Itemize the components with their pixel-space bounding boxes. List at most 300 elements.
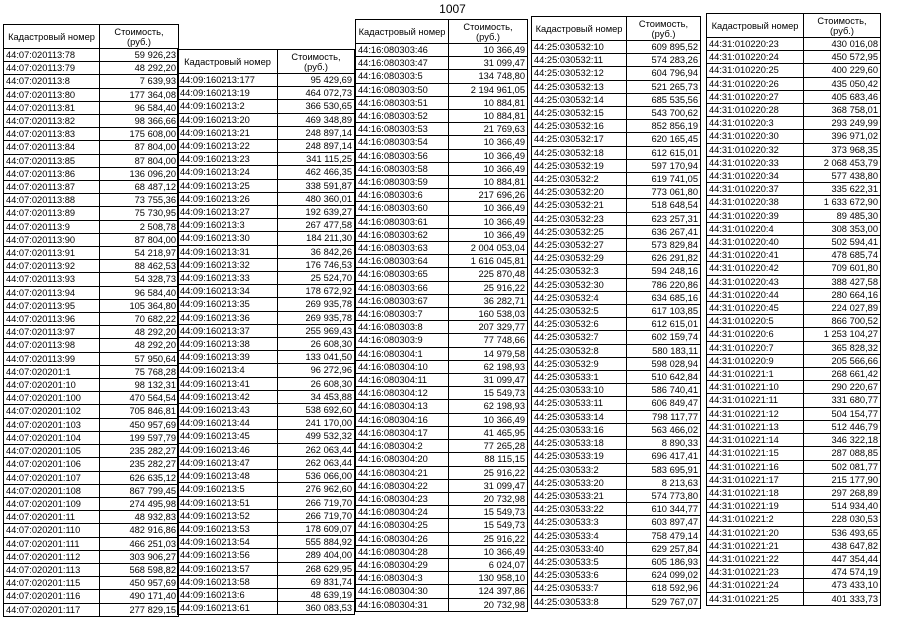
cost-cell: 604 796,94 xyxy=(627,67,701,80)
cost-cell: 331 680,77 xyxy=(804,394,881,407)
table-row xyxy=(532,67,701,80)
cadastral-number-cell: 44:16:080304:12 xyxy=(356,387,449,400)
table-row xyxy=(356,70,528,83)
table-row xyxy=(178,272,355,285)
table-row xyxy=(4,563,179,576)
table-row xyxy=(356,360,528,373)
table-row xyxy=(532,503,701,516)
cost-cell: 217 696,26 xyxy=(449,189,528,202)
table-row xyxy=(532,146,701,159)
table-row xyxy=(4,273,179,286)
cost-cell: 15 549,73 xyxy=(449,519,528,532)
cadastral-number-cell: 44:09:160213:21 xyxy=(178,126,278,139)
cost-cell: 1 633 672,90 xyxy=(804,196,881,209)
cadastral-number-cell: 44:25:030533:6 xyxy=(532,569,627,582)
cadastral-number-cell: 44:09:160213:30 xyxy=(178,232,278,245)
table-row xyxy=(356,281,528,294)
table-row xyxy=(356,96,528,109)
cadastral-number-cell: 44:16:080304:26 xyxy=(356,532,449,545)
cadastral-number-cell: 44:16:080304:29 xyxy=(356,558,449,571)
cadastral-number-cell: 44:09:160213:56 xyxy=(178,549,278,562)
cadastral-number-cell: 44:07:020201:10 xyxy=(4,379,100,392)
table-row xyxy=(707,447,881,460)
table-row xyxy=(356,374,528,387)
cadastral-number-cell: 44:31:010220:25 xyxy=(707,64,804,77)
cadastral-number-cell: 44:25:030533:40 xyxy=(532,542,627,555)
cost-cell: 624 099,02 xyxy=(627,569,701,582)
table-row xyxy=(356,453,528,466)
cadastral-number-cell: 44:07:020113:79 xyxy=(4,62,100,75)
cost-cell: 96 584,40 xyxy=(100,286,179,299)
table-row xyxy=(356,558,528,571)
table-row xyxy=(178,298,355,311)
table-row xyxy=(4,537,179,550)
cost-cell: 573 829,84 xyxy=(627,239,701,252)
cost-cell: 2 068 453,79 xyxy=(804,156,881,169)
cadastral-number-cell: 44:25:030532:13 xyxy=(532,80,627,93)
table-row xyxy=(707,302,881,315)
table-row xyxy=(356,228,528,241)
cadastral-number-cell: 44:25:030533:22 xyxy=(532,503,627,516)
table-row xyxy=(707,460,881,473)
cost-cell: 235 282,27 xyxy=(100,445,179,458)
cadastral-number-cell: 44:31:010221:18 xyxy=(707,486,804,499)
cadastral-number-cell: 44:25:030533:20 xyxy=(532,476,627,489)
table-row xyxy=(178,140,355,153)
cadastral-number-cell: 44:16:080304:30 xyxy=(356,585,449,598)
table-row xyxy=(707,51,881,64)
header-cadastral-number: Кадастровый номер xyxy=(532,17,627,41)
table-row xyxy=(4,603,179,616)
cadastral-number-cell: 44:25:030532:21 xyxy=(532,199,627,212)
table-row xyxy=(707,341,881,354)
cadastral-number-cell: 44:31:010221:17 xyxy=(707,473,804,486)
cost-cell: 57 950,64 xyxy=(100,352,179,365)
cost-cell: 435 050,42 xyxy=(804,77,881,90)
table-row xyxy=(707,552,881,565)
cost-cell: 10 366,49 xyxy=(449,202,528,215)
cadastral-number-cell: 44:16:080304:17 xyxy=(356,426,449,439)
table-row xyxy=(4,154,179,167)
cadastral-number-cell: 44:25:030533:8 xyxy=(532,595,627,608)
cost-cell: 10 884,81 xyxy=(449,96,528,109)
cadastral-number-cell: 44:16:080303:5 xyxy=(356,70,449,83)
table-row xyxy=(356,334,528,347)
table-row xyxy=(356,162,528,175)
cadastral-number-cell: 44:31:010220:24 xyxy=(707,51,804,64)
cadastral-number-cell: 44:09:160213:24 xyxy=(178,166,278,179)
table-row xyxy=(4,141,179,154)
cadastral-number-cell: 44:25:030532:29 xyxy=(532,252,627,265)
cost-cell: 87 804,00 xyxy=(100,154,179,167)
table-row xyxy=(356,400,528,413)
table-row xyxy=(532,159,701,172)
cadastral-number-cell: 44:31:010220:32 xyxy=(707,143,804,156)
table-row xyxy=(707,64,881,77)
cost-cell: 70 682,22 xyxy=(100,313,179,326)
cadastral-number-cell: 44:31:010220:28 xyxy=(707,104,804,117)
table-row xyxy=(532,397,701,410)
cadastral-number-cell: 44:07:020113:91 xyxy=(4,247,100,260)
table-row xyxy=(356,492,528,505)
cost-cell: 207 329,77 xyxy=(449,321,528,334)
table-row xyxy=(532,120,701,133)
cost-cell: 338 591,87 xyxy=(278,179,355,192)
cadastral-number-cell: 44:07:020201:106 xyxy=(4,458,100,471)
table-row xyxy=(4,511,179,524)
table-row xyxy=(356,440,528,453)
cadastral-number-cell: 44:09:160213:23 xyxy=(178,153,278,166)
table-row xyxy=(707,90,881,103)
cadastral-number-cell: 44:09:160213:45 xyxy=(178,430,278,443)
table-row xyxy=(356,136,528,149)
cadastral-number-cell: 44:31:010221:14 xyxy=(707,434,804,447)
table-row xyxy=(4,339,179,352)
table-row xyxy=(707,407,881,420)
table-row xyxy=(532,437,701,450)
cadastral-number-cell: 44:25:030533:3 xyxy=(532,516,627,529)
cost-cell: 178 672,92 xyxy=(278,285,355,298)
cadastral-table-2 xyxy=(177,49,355,615)
cost-cell: 134 748,80 xyxy=(449,70,528,83)
cost-cell: 54 328,73 xyxy=(100,273,179,286)
cadastral-number-cell: 44:31:010221:1 xyxy=(707,368,804,381)
table-row xyxy=(4,286,179,299)
cost-cell: 521 265,73 xyxy=(627,80,701,93)
cadastral-number-cell: 44:16:080304:25 xyxy=(356,519,449,532)
cost-cell: 366 530,65 xyxy=(278,100,355,113)
cost-cell: 36 282,71 xyxy=(449,294,528,307)
cadastral-number-cell: 44:07:020201:112 xyxy=(4,550,100,563)
cost-cell: 262 063,44 xyxy=(278,443,355,456)
cadastral-number-cell: 44:09:160213:32 xyxy=(178,258,278,271)
cadastral-number-cell: 44:25:030533:14 xyxy=(532,410,627,423)
cadastral-number-cell: 44:07:020113:88 xyxy=(4,194,100,207)
table-row xyxy=(178,602,355,615)
table-row xyxy=(532,384,701,397)
cadastral-number-cell: 44:09:160213:48 xyxy=(178,470,278,483)
cost-cell: 268 629,95 xyxy=(278,562,355,575)
cadastral-number-cell: 44:16:080303:9 xyxy=(356,334,449,347)
cadastral-number-cell: 44:31:010221:22 xyxy=(707,552,804,565)
cost-cell: 466 251,03 xyxy=(100,537,179,550)
cost-cell: 852 856,19 xyxy=(627,120,701,133)
cadastral-number-cell: 44:07:020113:8 xyxy=(4,75,100,88)
table-row xyxy=(4,590,179,603)
cost-cell: 10 366,49 xyxy=(449,162,528,175)
cost-cell: 2 508,78 xyxy=(100,220,179,233)
cadastral-number-cell: 44:31:010220:6 xyxy=(707,328,804,341)
table-row xyxy=(356,519,528,532)
cadastral-number-cell: 44:25:030533:10 xyxy=(532,384,627,397)
cost-cell: 568 598,82 xyxy=(100,563,179,576)
cost-cell: 396 971,02 xyxy=(804,130,881,143)
cost-cell: 450 957,69 xyxy=(100,577,179,590)
cadastral-number-cell: 44:07:020113:94 xyxy=(4,286,100,299)
table-row xyxy=(532,555,701,568)
cadastral-number-cell: 44:31:010221:21 xyxy=(707,539,804,552)
cadastral-number-cell: 44:09:160213:39 xyxy=(178,351,278,364)
cost-cell: 626 635,12 xyxy=(100,471,179,484)
table-row xyxy=(356,294,528,307)
cadastral-number-cell: 44:31:010220:7 xyxy=(707,341,804,354)
cadastral-number-cell: 44:31:010221:24 xyxy=(707,579,804,592)
table-row xyxy=(4,445,179,458)
cost-cell: 130 958,10 xyxy=(449,572,528,585)
cadastral-number-cell: 44:16:080303:51 xyxy=(356,96,449,109)
cost-cell: 277 829,15 xyxy=(100,603,179,616)
cadastral-number-cell: 44:09:160213:5 xyxy=(178,483,278,496)
cost-cell: 1 616 045,81 xyxy=(449,255,528,268)
table-row xyxy=(178,575,355,588)
cadastral-number-cell: 44:07:020113:86 xyxy=(4,167,100,180)
table-row xyxy=(707,315,881,328)
cost-cell: 629 257,84 xyxy=(627,542,701,555)
cadastral-number-cell: 44:31:010220:26 xyxy=(707,77,804,90)
table-row xyxy=(4,101,179,114)
table-row xyxy=(707,539,881,552)
table-row xyxy=(356,123,528,136)
table-row xyxy=(707,143,881,156)
cadastral-number-cell: 44:16:080303:47 xyxy=(356,57,449,70)
cost-cell: 636 267,41 xyxy=(627,225,701,238)
cost-cell: 34 453,88 xyxy=(278,390,355,403)
cost-cell: 612 615,01 xyxy=(627,318,701,331)
table-row xyxy=(178,549,355,562)
cost-cell: 529 767,07 xyxy=(627,595,701,608)
cost-cell: 867 799,45 xyxy=(100,484,179,497)
table-row xyxy=(178,285,355,298)
cost-cell: 248 897,14 xyxy=(278,126,355,139)
table-row xyxy=(707,592,881,605)
table-row xyxy=(532,199,701,212)
cadastral-number-cell: 44:31:010221:2 xyxy=(707,513,804,526)
cadastral-number-cell: 44:07:020113:96 xyxy=(4,313,100,326)
cadastral-number-cell: 44:16:080303:7 xyxy=(356,308,449,321)
cadastral-number-cell: 44:07:020113:87 xyxy=(4,181,100,194)
table-row xyxy=(4,326,179,339)
cadastral-number-cell: 44:09:160213:31 xyxy=(178,245,278,258)
cadastral-number-cell: 44:16:080304:24 xyxy=(356,506,449,519)
cadastral-number-cell: 44:16:080304:16 xyxy=(356,413,449,426)
cost-cell: 450 572,95 xyxy=(804,51,881,64)
cadastral-number-cell: 44:25:030533:21 xyxy=(532,489,627,502)
cost-cell: 274 495,98 xyxy=(100,497,179,510)
cost-cell: 77 265,28 xyxy=(449,440,528,453)
table-row xyxy=(4,379,179,392)
cost-cell: 96 272,96 xyxy=(278,364,355,377)
cadastral-number-cell: 44:07:020113:98 xyxy=(4,339,100,352)
cost-cell: 96 584,40 xyxy=(100,101,179,114)
cadastral-number-cell: 44:09:160213:46 xyxy=(178,443,278,456)
cadastral-number-cell: 44:25:030532:3 xyxy=(532,265,627,278)
cost-cell: 474 574,19 xyxy=(804,566,881,579)
table-row xyxy=(4,577,179,590)
cadastral-number-cell: 44:16:080304:13 xyxy=(356,400,449,413)
table-row xyxy=(4,260,179,273)
cost-cell: 612 615,01 xyxy=(627,146,701,159)
cadastral-number-cell: 44:07:020113:93 xyxy=(4,273,100,286)
cost-cell: 450 957,69 xyxy=(100,418,179,431)
table-row xyxy=(532,344,701,357)
cadastral-number-cell: 44:16:080303:54 xyxy=(356,136,449,149)
cadastral-number-cell: 44:16:080303:52 xyxy=(356,110,449,123)
cost-cell: 308 353,00 xyxy=(804,222,881,235)
cost-cell: 124 397,86 xyxy=(449,585,528,598)
table-row xyxy=(707,328,881,341)
table-row xyxy=(178,377,355,390)
table-row xyxy=(532,331,701,344)
table-row xyxy=(178,179,355,192)
cost-cell: 48 932,83 xyxy=(100,511,179,524)
table-row xyxy=(178,417,355,430)
table-row xyxy=(178,456,355,469)
table-row xyxy=(4,418,179,431)
cost-cell: 276 962,60 xyxy=(278,483,355,496)
table-row xyxy=(356,83,528,96)
table-row xyxy=(532,252,701,265)
table-row xyxy=(356,44,528,57)
cadastral-number-cell: 44:31:010220:33 xyxy=(707,156,804,169)
cadastral-number-cell: 44:25:030532:15 xyxy=(532,107,627,120)
cost-cell: 574 773,80 xyxy=(627,489,701,502)
cadastral-number-cell: 44:31:010220:34 xyxy=(707,170,804,183)
cadastral-number-cell: 44:09:160213:36 xyxy=(178,311,278,324)
table-row xyxy=(532,476,701,489)
table-row xyxy=(532,265,701,278)
cadastral-number-cell: 44:07:020201:107 xyxy=(4,471,100,484)
table-row xyxy=(532,107,701,120)
cost-cell: 136 096,20 xyxy=(100,167,179,180)
cost-cell: 48 292,20 xyxy=(100,339,179,352)
cost-cell: 25 524,70 xyxy=(278,272,355,285)
cost-cell: 462 466,35 xyxy=(278,166,355,179)
table-row xyxy=(532,569,701,582)
cadastral-number-cell: 44:25:030532:20 xyxy=(532,186,627,199)
cadastral-number-cell: 44:09:160213:53 xyxy=(178,522,278,535)
table-row xyxy=(532,278,701,291)
table-row xyxy=(707,354,881,367)
table-row xyxy=(178,536,355,549)
cost-cell: 365 828,32 xyxy=(804,341,881,354)
cadastral-number-cell: 44:07:020113:92 xyxy=(4,260,100,273)
cadastral-number-cell: 44:25:030532:17 xyxy=(532,133,627,146)
cadastral-number-cell: 44:25:030532:18 xyxy=(532,146,627,159)
cost-cell: 21 769,63 xyxy=(449,123,528,136)
cost-cell: 199 597,79 xyxy=(100,431,179,444)
table-row xyxy=(178,522,355,535)
cost-cell: 20 732,98 xyxy=(449,598,528,611)
cadastral-number-cell: 44:16:080304:1 xyxy=(356,347,449,360)
cadastral-number-cell: 44:31:010221:12 xyxy=(707,407,804,420)
table-row xyxy=(178,562,355,575)
cadastral-number-cell: 44:16:080304:20 xyxy=(356,453,449,466)
table-row xyxy=(356,189,528,202)
cost-cell: 470 564,54 xyxy=(100,392,179,405)
table-row xyxy=(178,588,355,601)
cadastral-number-cell: 44:07:020113:89 xyxy=(4,207,100,220)
cost-cell: 177 364,08 xyxy=(100,88,179,101)
table-row xyxy=(4,313,179,326)
cost-cell: 597 170,94 xyxy=(627,159,701,172)
header-cost: Стоимость, (руб.) xyxy=(804,14,881,38)
cost-cell: 360 083,53 xyxy=(278,602,355,615)
cadastral-number-cell: 44:31:010221:25 xyxy=(707,592,804,605)
cadastral-number-cell: 44:31:010220:38 xyxy=(707,196,804,209)
cost-cell: 518 648,54 xyxy=(627,199,701,212)
cost-cell: 266 719,70 xyxy=(278,509,355,522)
cadastral-number-cell: 44:07:020113:99 xyxy=(4,352,100,365)
table-row xyxy=(532,489,701,502)
cadastral-number-cell: 44:09:160213:35 xyxy=(178,298,278,311)
cost-cell: 269 935,78 xyxy=(278,298,355,311)
cadastral-number-cell: 44:16:080304:28 xyxy=(356,545,449,558)
cadastral-number-cell: 44:09:160213:47 xyxy=(178,456,278,469)
cadastral-number-cell: 44:07:020201:104 xyxy=(4,431,100,444)
table-row xyxy=(707,104,881,117)
cost-cell: 2 004 053,04 xyxy=(449,242,528,255)
table-row xyxy=(4,247,179,260)
cost-cell: 798 117,77 xyxy=(627,410,701,423)
cadastral-number-cell: 44:25:030532:14 xyxy=(532,93,627,106)
cost-cell: 25 916,22 xyxy=(449,281,528,294)
table-row xyxy=(707,526,881,539)
cadastral-number-cell: 44:25:030533:11 xyxy=(532,397,627,410)
cadastral-number-cell: 44:16:080303:56 xyxy=(356,149,449,162)
cost-cell: 577 438,80 xyxy=(804,170,881,183)
cost-cell: 473 433,10 xyxy=(804,579,881,592)
cost-cell: 87 804,00 xyxy=(100,141,179,154)
cost-cell: 48 292,20 xyxy=(100,62,179,75)
table-row xyxy=(532,318,701,331)
table-row xyxy=(532,133,701,146)
cadastral-number-cell: 44:25:030532:11 xyxy=(532,54,627,67)
cost-cell: 405 683,46 xyxy=(804,90,881,103)
cost-cell: 634 685,16 xyxy=(627,291,701,304)
cost-cell: 619 741,05 xyxy=(627,173,701,186)
cost-cell: 175 608,00 xyxy=(100,128,179,141)
cost-cell: 482 916,86 xyxy=(100,524,179,537)
cost-cell: 536 493,65 xyxy=(804,526,881,539)
cost-cell: 205 566,66 xyxy=(804,354,881,367)
cost-cell: 685 535,56 xyxy=(627,93,701,106)
table-row xyxy=(707,262,881,275)
table-row xyxy=(178,311,355,324)
cost-cell: 215 177,90 xyxy=(804,473,881,486)
table-row xyxy=(4,49,179,62)
cost-cell: 866 700,52 xyxy=(804,315,881,328)
cadastral-table-5 xyxy=(706,13,881,606)
table-row xyxy=(532,357,701,370)
cadastral-number-cell: 44:16:080304:11 xyxy=(356,374,449,387)
cost-cell: 62 198,93 xyxy=(449,400,528,413)
cost-cell: 1 253 104,27 xyxy=(804,328,881,341)
table-row xyxy=(178,113,355,126)
cost-cell: 160 538,03 xyxy=(449,308,528,321)
cadastral-number-cell: 44:25:030532:6 xyxy=(532,318,627,331)
table-row xyxy=(4,167,179,180)
cost-cell: 346 322,18 xyxy=(804,434,881,447)
table-row xyxy=(532,80,701,93)
cost-cell: 266 719,70 xyxy=(278,496,355,509)
cost-cell: 335 622,31 xyxy=(804,183,881,196)
cost-cell: 758 479,14 xyxy=(627,529,701,542)
cadastral-number-cell: 44:16:080303:50 xyxy=(356,83,449,96)
table-row xyxy=(178,206,355,219)
cost-cell: 438 647,82 xyxy=(804,539,881,552)
table-row xyxy=(178,404,355,417)
cost-cell: 77 748,66 xyxy=(449,334,528,347)
